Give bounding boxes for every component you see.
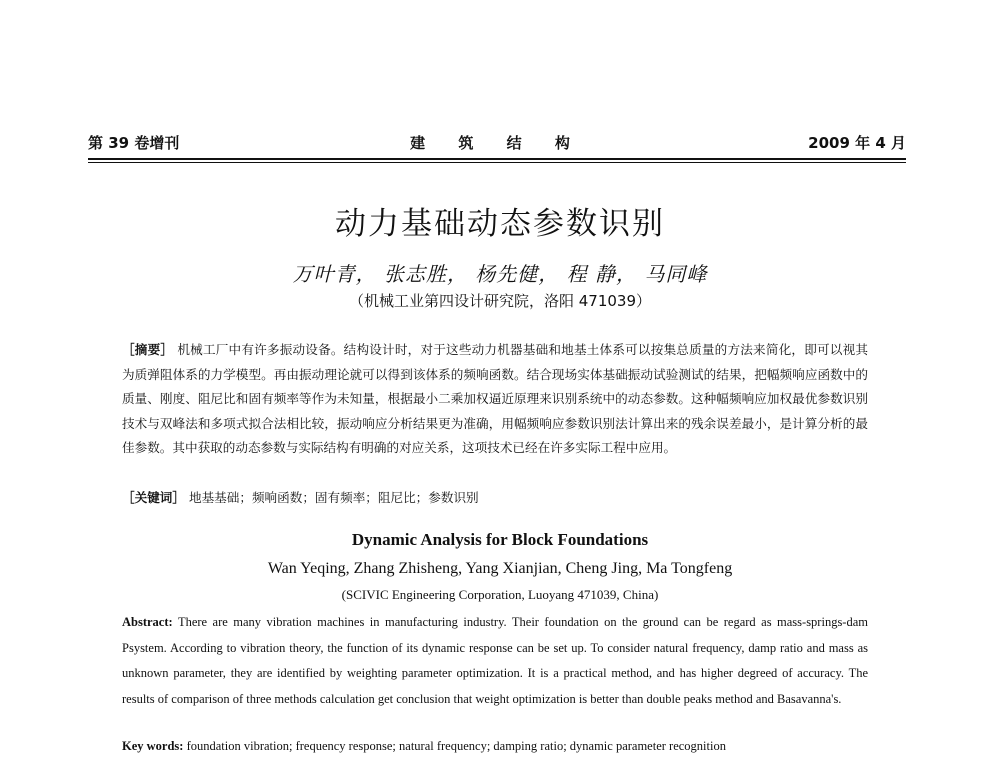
keywords-text-en: foundation vibration; frequency response; natural frequency; damping ratio; dynamic parameter recognition <box>186 739 726 753</box>
abstract-label-cn: ［摘要］ <box>122 342 174 357</box>
affiliation-en: (SCIVIC Engineering Corporation, Luoyang 471039, China) <box>341 587 659 602</box>
paper-title-cn: 动力基础动态参数识别 <box>335 206 665 242</box>
authors-cn: 万叶青， 张志胜， 杨先健， 程 静， 马同峰 <box>292 262 708 286</box>
journal-issue: 第 39 卷增刊 <box>88 134 180 152</box>
paper-title-en: Dynamic Analysis for Block Foundations <box>351 530 649 549</box>
affiliation-cn: （机械工业第四设计研究院，洛阳 471039） <box>348 292 652 310</box>
header-rule-thin <box>88 162 906 163</box>
abstract-label-en: Abstract: <box>122 615 173 629</box>
abstract-text-cn: 机械工厂中有许多振动设备。结构设计时，对于这些动力机器基础和地基土体系可以按集总质量的方法来简化，即可以视其为质弹阻体系的力学模型。再由振动理论就可以得到该体系的频响函数。结合现场实体基础振动试验测试的结果，把幅频响应函数中的质量、刚度、阻尼比和固有频率等作为未知量，根据最小二乘加权逼近原理来识别系统中的动态参数。这种幅频响应加权最优参数识别技术与双峰法和多项式拟合法相比较，振动响应分析结果更为准确，用幅频响应参数识别法计算出来的残余误差最小，是计算分析的最佳参数。其中获取的动态参数与实际结构有明确的对应关系，这项技术已经在许多实际工程中应用。 <box>122 342 868 455</box>
keywords-cn <box>122 486 868 510</box>
keywords-en <box>122 736 868 756</box>
keywords-text-cn: 地基基础；频响函数；固有频率；阻尼比；参数识别 <box>188 490 479 505</box>
keywords-label-en: Key words: <box>122 739 184 753</box>
abstract-text-en: There are many vibration machines in manufacturing industry. Their foundation on the ground can be regard as mass-springs-dam Psystem. According to vibration theory, the function of its dynamic response can be set up. To consider natural frequency, damp ratio and mass as unknown parameter, they are identified by weighting parameter optimization. It is a practical method, and has higher degreed of accuracy. The results of comparison of three methods calculation get conclusion that weight optimization is better than double peaks method and Basavanna's. <box>122 615 868 706</box>
keywords-label-cn: ［关键词］ <box>122 490 185 505</box>
abstract-en <box>122 610 868 712</box>
publication-date: 2009 年 4 月 <box>808 134 906 152</box>
running-header <box>88 132 906 154</box>
header-rule-thick <box>88 158 906 160</box>
authors-en: Wan Yeqing, Zhang Zhisheng, Yang Xianjian, Cheng Jing, Ma Tongfeng <box>267 560 733 577</box>
journal-name: 建 筑 结 构 <box>410 134 584 152</box>
abstract-cn <box>122 338 868 461</box>
